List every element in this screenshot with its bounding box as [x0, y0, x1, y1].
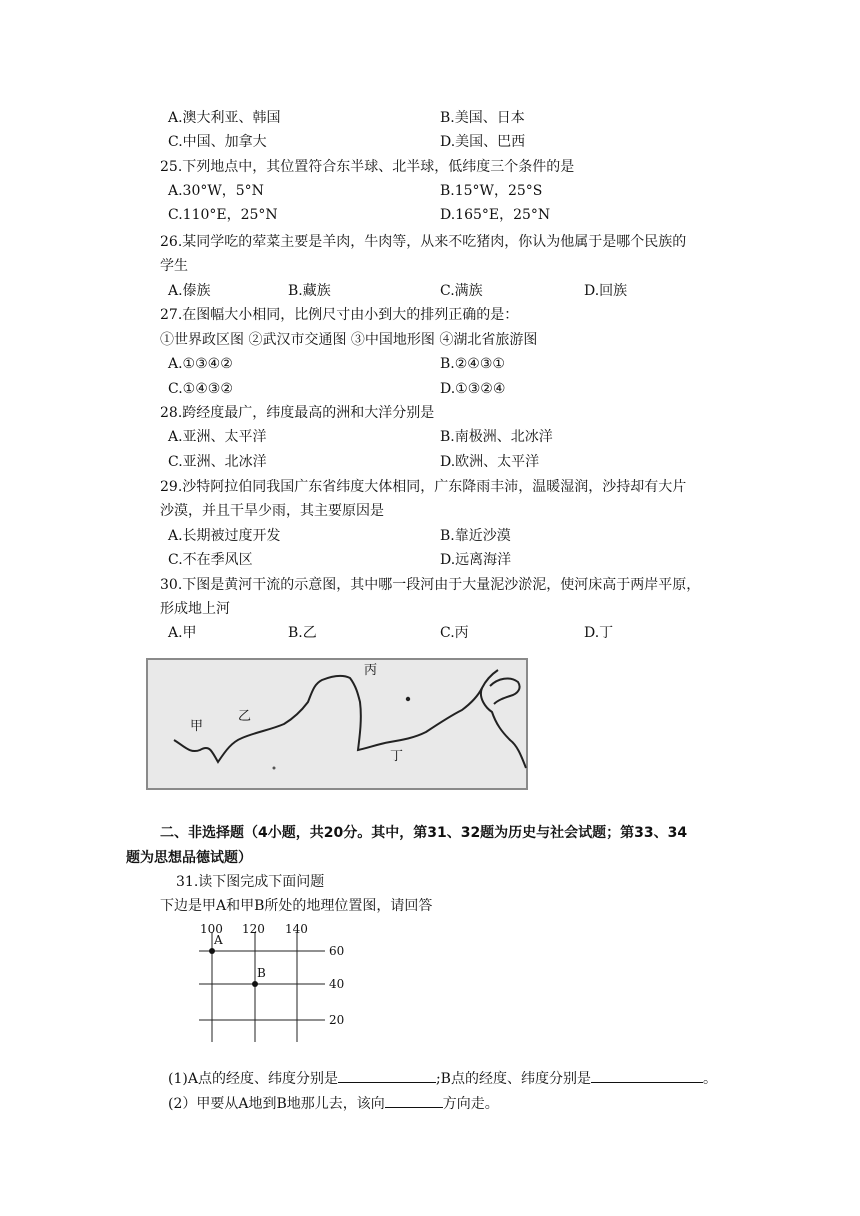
section2-heading-line2: 题为思想品德试题）: [126, 850, 252, 866]
lon-label-140: 140: [285, 922, 308, 936]
q30-option-c: C.丙: [440, 625, 469, 641]
point-b-marker: [252, 981, 258, 987]
q29-option-c: C.不在季风区: [168, 552, 253, 568]
q25-option-b: B.15°W，25°S: [440, 183, 543, 199]
q30-stem-line2: 形成地上河: [160, 601, 230, 617]
point-a-marker: [209, 948, 215, 954]
answer-blank-b-coordinates[interactable]: [591, 1068, 703, 1083]
q30-option-b: B.乙: [288, 625, 317, 641]
q31-sub1: [168, 1068, 717, 1089]
q27-option-b: B.②④③①: [440, 356, 505, 372]
q26-stem-line2: 学生: [160, 258, 188, 274]
q29-stem-line2: 沙漠，并且干旱少雨，其主要原因是: [160, 503, 384, 519]
q31-stem: 31.读下图完成下面问题: [176, 874, 325, 890]
q24-option-b: B.美国、日本: [440, 110, 525, 126]
lat-label-40: 40: [329, 977, 345, 991]
point-b-label: B: [257, 966, 266, 980]
lat-label-20: 20: [329, 1013, 345, 1027]
q26-option-d: D.回族: [584, 283, 628, 299]
q28-option-a: A.亚洲、太平洋: [168, 429, 267, 445]
lon-label-120: 120: [242, 922, 265, 936]
q27-items: ①世界政区图 ②武汉市交通图 ③中国地形图 ④湖北省旅游图: [160, 332, 538, 348]
q29-option-b: B.靠近沙漠: [440, 528, 511, 544]
q27-stem: 27.在图幅大小相同，比例尺寸由小到大的排列正确的是：: [160, 307, 519, 323]
lat-lon-grid: [195, 920, 355, 1045]
lat-label-60: 60: [329, 944, 345, 958]
q25-stem: 25.下列地点中，其位置符合东半球、北半球，低纬度三个条件的是: [160, 159, 575, 175]
lon-label-100: 100: [200, 922, 223, 936]
grid-lines: [199, 932, 325, 1042]
q26-option-c: C.满族: [440, 283, 483, 299]
q28-option-d: D.欧洲、太平洋: [440, 454, 540, 470]
answer-blank-direction[interactable]: [385, 1093, 443, 1108]
q31-sub1-text-b: ;B点的经度、纬度分别是: [435, 1071, 591, 1087]
map-label-bing: 丙: [364, 663, 378, 678]
q24-option-a: A.澳大利亚、韩国: [168, 110, 281, 126]
map-dot: [406, 697, 410, 701]
q30-option-d: D.丁: [584, 625, 614, 641]
q27-option-d: D.①③②④: [440, 381, 506, 397]
map-dot: [273, 767, 276, 770]
q29-option-a: A.长期被过度开发: [168, 528, 281, 544]
q25-option-c: C.110°E，25°N: [168, 207, 278, 223]
q25-option-a: A.30°W，5°N: [168, 183, 264, 199]
q25-option-d: D.165°E，25°N: [440, 207, 551, 223]
q31-sub1-text-a: (1)A点的经度、纬度分别是: [168, 1071, 338, 1087]
q29-option-d: D.远离海洋: [440, 552, 512, 568]
q31-sub2: [168, 1093, 499, 1114]
q27-option-c: C.①④③②: [168, 381, 233, 397]
q28-stem: 28.跨经度最广，纬度最高的洲和大洋分别是: [160, 405, 435, 421]
map-frame: [147, 659, 527, 789]
q26-stem-line1: 26.某同学吃的荤菜主要是羊肉，牛肉等，从来不吃猪肉，你认为他属于是哪个民族的: [160, 234, 687, 250]
q29-stem-line1: 29.沙特阿拉伯同我国广东省纬度大体相同，广东降雨丰沛，温暖湿润，沙持却有大片: [160, 479, 687, 495]
q24-option-c: C.中国、加拿大: [168, 134, 267, 150]
q26-option-b: B.藏族: [288, 283, 331, 299]
q31-sub2-text-b: 方向走。: [442, 1096, 499, 1112]
q26-option-a: A.傣族: [168, 283, 211, 299]
point-a-label: A: [214, 933, 223, 947]
q31-sub2-text-a: (2）甲要从A地到B地那儿去，该向: [168, 1096, 385, 1112]
map-label-jia: 甲: [190, 719, 204, 734]
q27-option-a: A.①③④②: [168, 356, 233, 372]
q30-stem-line1: 30.下图是黄河干流的示意图，其中哪一段河由于大量泥沙淤泥，使河床高于两岸平原，: [160, 577, 701, 593]
q31-intro: 下边是甲A和甲B所处的地理位置图，请回答: [160, 898, 433, 914]
map-label-ding: 丁: [390, 749, 404, 764]
q30-option-a: A.甲: [168, 625, 197, 641]
q28-option-c: C.亚洲、北冰洋: [168, 454, 267, 470]
q28-option-b: B.南极洲、北冰洋: [440, 429, 553, 445]
q24-option-d: D.美国、巴西: [440, 134, 526, 150]
yellow-river-map: [146, 658, 528, 790]
answer-blank-a-coordinates[interactable]: [338, 1068, 436, 1083]
map-label-yi: 乙: [238, 709, 252, 724]
q31-sub1-end: 。: [702, 1071, 717, 1087]
section2-heading-line1: 二、非选择题（4小题，共20分。其中，第31、32题为历史与社会试题；第33、34: [160, 825, 688, 841]
yellow-river-map-drawing: [146, 658, 528, 790]
